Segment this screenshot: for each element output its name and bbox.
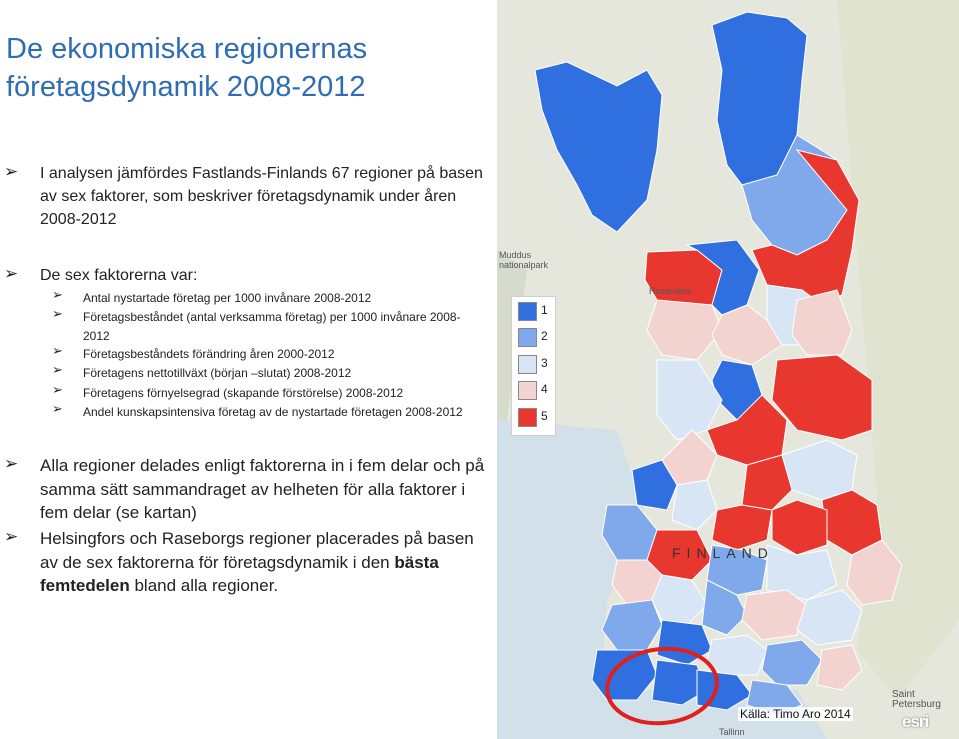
legend-label: 3 <box>541 356 548 370</box>
factor-item <box>0 403 490 422</box>
legend-label: 2 <box>541 329 548 343</box>
factor-item <box>0 289 490 308</box>
esri-logo: esri <box>902 712 929 731</box>
source-caption: Källa: Timo Aro 2014 <box>740 707 851 721</box>
finland-region-map[interactable] <box>497 0 959 739</box>
conclusion-text-end: bland alla regioner. <box>129 576 279 595</box>
legend-item-2 <box>518 328 552 348</box>
legend-item-5 <box>518 408 552 428</box>
map-label-muddus: Muddus nationalpark <box>499 250 549 270</box>
bullet-analysis <box>0 162 490 232</box>
sub-bullet-arrow-icon: ➢ <box>52 402 63 417</box>
factor-text: Andel kunskapsintensiva företag av de nystartade företagen 2008-2012 <box>83 405 463 419</box>
map-legend <box>511 296 556 436</box>
factor-item <box>0 308 490 346</box>
bullet-arrow-icon: ➢ <box>4 454 19 474</box>
sub-bullet-arrow-icon: ➢ <box>52 383 63 398</box>
sub-bullet-arrow-icon: ➢ <box>52 288 63 303</box>
map-label-st-petersburg: Saint Petersburg <box>892 689 941 710</box>
legend-item-4 <box>518 381 552 401</box>
factor-item <box>0 384 490 403</box>
legend-item-1 <box>518 302 552 322</box>
bullet-arrow-icon: ➢ <box>4 527 19 547</box>
bullet-conclusion-2 <box>0 527 490 599</box>
bullet-text: I analysen jämfördes Fastlands-Finlands 67 regioner på basen av sex faktorer, som beskriver företagsdynamik under åren 2008-2012 <box>40 165 483 228</box>
sub-bullet-arrow-icon: ➢ <box>52 344 63 359</box>
page-title: De ekonomiska regionernas företagsdynamik 2008-2012 <box>6 33 368 103</box>
factor-text: Företagens förnyelsegrad (skapande förstörelse) 2008-2012 <box>83 386 404 400</box>
legend-swatch <box>518 408 537 427</box>
conclusion-text: Alla regioner delades enligt faktorerna in i fem delar och på samma sätt sammandraget av helheten för alla faktorer i fem delar (se kartan) <box>40 456 485 522</box>
conclusion-emphasis: bästa femtedelen <box>40 552 439 595</box>
factor-item <box>0 345 490 364</box>
factor-item <box>0 364 490 383</box>
legend-swatch <box>518 381 537 400</box>
bullet-arrow-icon: ➢ <box>4 162 19 182</box>
legend-label: 1 <box>541 303 548 317</box>
bullet-conclusion-1 <box>0 454 490 526</box>
legend-item-3 <box>518 355 552 375</box>
map-label-rovaniemi: Rovaniemi <box>649 286 692 296</box>
bullet-arrow-icon: ➢ <box>4 264 19 284</box>
conclusion-text-start: Helsingfors och Raseborgs regioner placerades på basen av de sex faktorerna för företagsdynamik i den <box>40 529 474 572</box>
factor-text: Företagens nettotillväxt (början –slutat) 2008-2012 <box>83 366 352 380</box>
legend-label: 5 <box>541 409 548 423</box>
legend-swatch <box>518 302 537 321</box>
factor-text: Antal nystartade företag per 1000 invånare 2008-2012 <box>83 291 372 305</box>
bullet-factors-intro <box>0 264 490 288</box>
factor-text: Företagsbeståndet (antal verksamma företag) per 1000 invånare 2008-2012 <box>83 310 461 343</box>
bullet-text: De sex faktorerna var: <box>40 267 198 284</box>
legend-swatch <box>518 355 537 374</box>
map-label-finland: FINLAND <box>672 545 774 561</box>
factor-text: Företagsbeståndets förändring åren 2000-2012 <box>83 347 335 361</box>
legend-label: 4 <box>541 382 548 396</box>
sub-bullet-arrow-icon: ➢ <box>52 363 63 378</box>
legend-swatch <box>518 328 537 347</box>
conclusion-text <box>40 527 485 598</box>
map-label-tallinn: Tallinn <box>719 727 745 737</box>
map-canvas <box>497 0 959 739</box>
sub-bullet-arrow-icon: ➢ <box>52 307 63 322</box>
